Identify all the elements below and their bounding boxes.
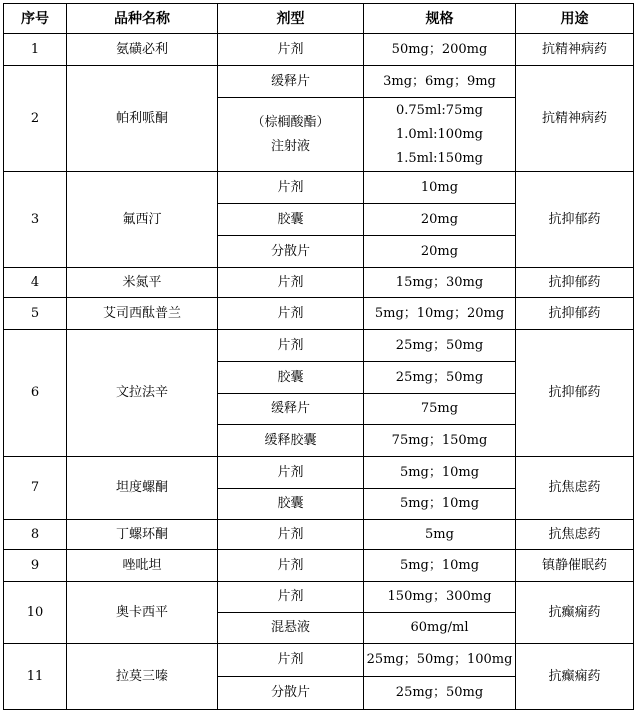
specification [364, 394, 516, 425]
table-row [4, 550, 634, 582]
dosage-form [218, 582, 364, 613]
table-row [4, 644, 634, 677]
drug-name-line: 奥卡西平 [115, 604, 168, 620]
header-use: 用途 [516, 4, 634, 34]
specification-line: 15mg；30mg [395, 274, 484, 290]
row-number [4, 172, 67, 268]
specification [364, 330, 516, 362]
specification-line: 0.75ml:75mg [395, 102, 483, 118]
drug-use-line: 抗精神病药 [541, 110, 607, 126]
drug-name-line: 氨磺必利 [115, 41, 168, 57]
drug-use [516, 66, 634, 172]
specification-line: 20mg [420, 243, 459, 259]
row-number [4, 582, 67, 644]
drug-name [67, 330, 218, 457]
drug-use-line: 抗抑郁药 [548, 305, 601, 321]
specification [364, 425, 516, 457]
dosage-form-line: 片剂 [277, 41, 304, 57]
drug-table [3, 3, 634, 710]
dosage-form [218, 98, 364, 172]
drug-use [516, 582, 634, 644]
drug-use-line: 抗癫痫药 [548, 668, 601, 684]
drug-name [67, 550, 218, 582]
header-no: 序号 [4, 4, 67, 34]
dosage-form [218, 644, 364, 677]
dosage-form [218, 236, 364, 268]
specification [364, 236, 516, 268]
drug-name [67, 644, 218, 710]
specification-line: 1.0ml:100mg [395, 126, 483, 142]
drug-use-line: 抗精神病药 [541, 41, 607, 57]
drug-name-line: 帕利哌酮 [115, 110, 168, 126]
row-number-line: 7 [30, 480, 40, 495]
specification [364, 298, 516, 330]
row-number [4, 457, 67, 520]
drug-use [516, 644, 634, 710]
dosage-form [218, 394, 364, 425]
drug-use [516, 550, 634, 582]
drug-name [67, 34, 218, 66]
drug-use-line: 抗癫痫药 [548, 604, 601, 620]
dosage-form [218, 613, 364, 644]
dosage-form [218, 425, 364, 457]
specification [364, 489, 516, 520]
specification-line: 10mg [420, 179, 459, 195]
drug-use [516, 298, 634, 330]
drug-name-line: 丁螺环酮 [115, 526, 168, 542]
row-number [4, 330, 67, 457]
specification-line: 3mg；6mg；9mg [383, 73, 496, 89]
drug-name [67, 298, 218, 330]
table-row [4, 34, 634, 66]
row-number-line: 10 [26, 604, 44, 620]
specification-line: 5mg；10mg [399, 557, 480, 573]
header-row [4, 4, 634, 34]
drug-name [67, 172, 218, 268]
drug-name-line: 拉莫三嗪 [115, 668, 168, 684]
row-number-line: 1 [30, 41, 40, 57]
table-row [4, 66, 634, 98]
row-number [4, 520, 67, 550]
drug-name-line: 文拉法辛 [115, 385, 168, 400]
dosage-form-line: 胶囊 [277, 496, 304, 511]
specification-line: 5mg [425, 526, 454, 542]
header-name: 品种名称 [67, 4, 218, 34]
drug-use [516, 268, 634, 298]
drug-use [516, 457, 634, 520]
table-row [4, 172, 634, 204]
drug-use-line: 抗抑郁药 [548, 385, 601, 400]
dosage-form [218, 34, 364, 66]
table-row [4, 582, 634, 613]
drug-use [516, 172, 634, 268]
specification [364, 66, 516, 98]
specification [364, 677, 516, 710]
dosage-form [218, 520, 364, 550]
table-row [4, 330, 634, 362]
specification [364, 457, 516, 489]
dosage-form-line: 片剂 [277, 179, 304, 195]
dosage-form-line: 片剂 [277, 305, 304, 321]
dosage-form-line: 缓释片 [270, 401, 310, 416]
specification [364, 582, 516, 613]
drug-name-line: 艾司西酞普兰 [102, 305, 181, 321]
dosage-form [218, 550, 364, 582]
drug-name [67, 582, 218, 644]
specification-line: 25mg；50mg [395, 369, 484, 385]
dosage-form-line: 片剂 [277, 337, 304, 353]
specification [364, 172, 516, 204]
specification-line: 5mg；10mg；20mg [374, 305, 505, 321]
dosage-form [218, 677, 364, 710]
dosage-form [218, 66, 364, 98]
row-number [4, 550, 67, 582]
drug-name-line: 坦度螺酮 [115, 480, 168, 495]
specification [364, 613, 516, 644]
drug-name [67, 66, 218, 172]
dosage-form-line: 缓释片 [270, 73, 310, 89]
specification-line: 150mg；300mg [387, 589, 492, 604]
specification [364, 362, 516, 394]
row-number-line: 3 [30, 211, 40, 227]
specification-line: 5mg；10mg [399, 496, 480, 511]
drug-use [516, 330, 634, 457]
specification-line: 50mg；200mg [391, 41, 488, 57]
dosage-form-line: （棕榈酸酯） [251, 114, 330, 130]
dosage-form-line: 分散片 [270, 685, 310, 700]
dosage-form [218, 330, 364, 362]
dosage-form [218, 298, 364, 330]
drug-use [516, 520, 634, 550]
dosage-form-line: 片剂 [277, 526, 304, 542]
drug-use-line: 抗抑郁药 [548, 211, 601, 227]
specification-line: 1.5ml:150mg [395, 150, 483, 166]
drug-name [67, 520, 218, 550]
specification-line: 75mg [420, 401, 459, 416]
header-form: 剂型 [218, 4, 364, 34]
drug-use-line: 抗焦虑药 [548, 480, 601, 495]
specification-line: 25mg；50mg；100mg [366, 652, 513, 667]
specification-line: 5mg；10mg [399, 464, 480, 480]
specification [364, 98, 516, 172]
row-number [4, 34, 67, 66]
dosage-form-line: 胶囊 [277, 369, 304, 385]
row-number-line: 9 [30, 557, 40, 573]
row-number [4, 298, 67, 330]
row-number [4, 268, 67, 298]
dosage-form [218, 204, 364, 236]
specification [364, 204, 516, 236]
dosage-form-line: 片剂 [277, 557, 304, 573]
drug-name-line: 米氮平 [122, 274, 162, 290]
specification [364, 644, 516, 677]
drug-use-line: 抗抑郁药 [548, 274, 601, 290]
specification-line: 25mg；50mg [395, 685, 484, 700]
row-number-line: 2 [30, 110, 40, 126]
dosage-form-line: 胶囊 [277, 211, 304, 227]
dosage-form [218, 172, 364, 204]
row-number [4, 66, 67, 172]
specification [364, 520, 516, 550]
drug-name [67, 268, 218, 298]
drug-use [516, 34, 634, 66]
dosage-form-line: 分散片 [270, 243, 310, 259]
drug-name-line: 氟西汀 [122, 211, 162, 227]
row-number-line: 4 [30, 274, 40, 290]
dosage-form-line: 片剂 [277, 589, 304, 604]
specification [364, 34, 516, 66]
table-row [4, 457, 634, 489]
specification [364, 268, 516, 298]
dosage-form [218, 457, 364, 489]
dosage-form-line: 片剂 [277, 652, 304, 667]
specification-line: 60mg/ml [410, 620, 469, 635]
specification-line: 75mg；150mg [391, 432, 488, 448]
specification-line: 20mg [420, 211, 459, 227]
drug-use-line: 镇静催眠药 [541, 557, 607, 573]
dosage-form-line: 片剂 [277, 464, 304, 480]
drug-name [67, 457, 218, 520]
dosage-form [218, 489, 364, 520]
row-number-line: 11 [26, 668, 44, 684]
row-number [4, 644, 67, 710]
row-number-line: 6 [30, 385, 40, 400]
table-row [4, 520, 634, 550]
specification-line: 25mg；50mg [395, 337, 484, 353]
table-row [4, 268, 634, 298]
table-row [4, 298, 634, 330]
dosage-form [218, 362, 364, 394]
dosage-form-line: 片剂 [277, 274, 304, 290]
drug-name-line: 唑吡坦 [122, 557, 162, 573]
row-number-line: 8 [30, 526, 40, 542]
dosage-form [218, 268, 364, 298]
dosage-form-line: 缓释胶囊 [264, 432, 317, 448]
drug-use-line: 抗焦虑药 [548, 526, 601, 542]
row-number-line: 5 [30, 305, 40, 321]
dosage-form-line: 注射液 [270, 138, 310, 154]
header-spec: 规格 [364, 4, 516, 34]
specification [364, 550, 516, 582]
dosage-form-line: 混悬液 [270, 620, 310, 635]
